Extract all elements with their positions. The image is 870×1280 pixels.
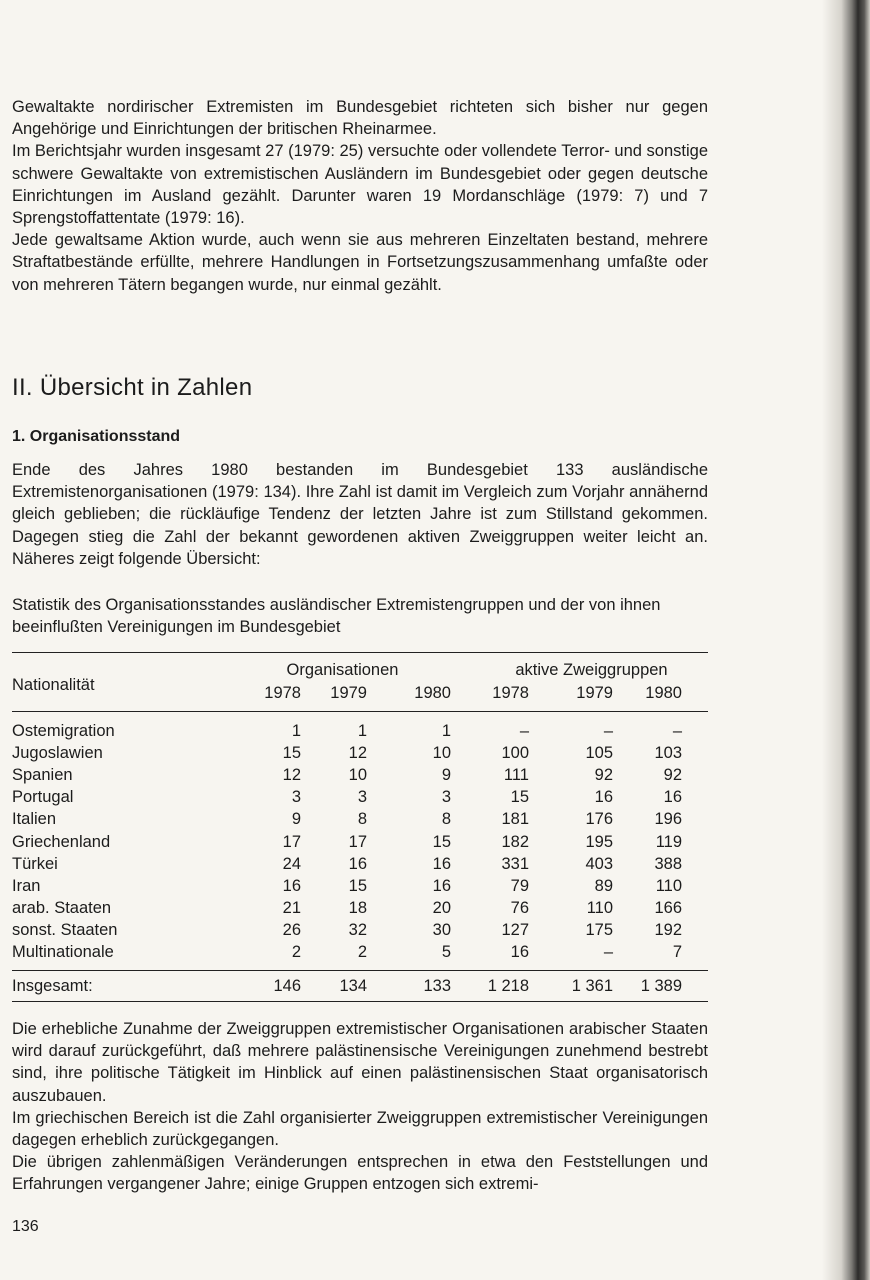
row-value: 181	[501, 810, 529, 829]
row-value: 15	[348, 876, 367, 895]
row-value: 1	[291, 721, 301, 740]
row-value: 182	[501, 832, 529, 851]
row-value: 100	[501, 743, 529, 762]
intro-paragraph-3: Jede gewaltsame Aktion wurde, auch wenn sie aus mehreren Einzeltaten bestand, mehrere Straftatbestände erfüllte, mehrere Handlungen in Fortsetzungszusammenhang umfaßte oder von mehreren Tätern begangen wurde, nur einmal gezählt.	[12, 231, 708, 294]
row-value: 16	[663, 788, 682, 807]
header-year: 1978	[451, 681, 529, 712]
page-number: 136	[12, 1218, 39, 1235]
table-caption-block	[12, 594, 708, 638]
row-nationality: Jugoslawien	[12, 743, 103, 762]
table-row	[12, 787, 708, 809]
total-cell: 1 361	[529, 971, 613, 1002]
table-row	[12, 764, 708, 786]
row-value: 20	[432, 899, 451, 918]
row-value: 15	[510, 788, 529, 807]
table-row	[12, 898, 708, 920]
row-value: 175	[585, 921, 613, 940]
row-value: 15	[282, 743, 301, 762]
row-value: 3	[441, 788, 451, 807]
row-value: 16	[510, 943, 529, 962]
row-value: 1	[441, 721, 451, 740]
row-value: 10	[348, 765, 367, 784]
row-nationality: Griechenland	[12, 832, 111, 851]
post-paragraph-2: Im griechischen Bereich ist die Zahl organisierter Zweiggruppen extremistischer Vereinigungen dagegen erheblich zurückgegangen.	[12, 1108, 708, 1150]
row-value: 388	[654, 854, 682, 873]
row-value: 16	[432, 854, 451, 873]
row-nationality: Ostemigration	[12, 721, 115, 740]
row-value: 103	[654, 743, 682, 762]
row-value: 16	[348, 854, 367, 873]
row-value: 12	[282, 765, 301, 784]
row-value: 89	[594, 876, 613, 895]
header-year: 1978	[234, 681, 301, 712]
row-value: 127	[501, 921, 529, 940]
row-value: 5	[441, 943, 451, 962]
header-branches: aktive Zweiggruppen	[515, 660, 668, 679]
row-nationality: Multinationale	[12, 943, 114, 962]
row-value: 105	[585, 743, 613, 762]
header-nationality: Nationalität	[12, 653, 234, 712]
header-year: 1979	[529, 681, 613, 712]
row-nationality: arab. Staaten	[12, 899, 112, 918]
total-cell: 146	[234, 971, 301, 1002]
row-nationality: Italien	[12, 810, 57, 829]
row-value: 166	[654, 899, 682, 918]
section-title: II. Übersicht in Zahlen	[12, 374, 253, 401]
book-spine-shadow	[822, 0, 870, 1280]
row-value: 8	[357, 810, 367, 829]
row-value: 16	[432, 876, 451, 895]
row-nationality: Iran	[12, 876, 41, 895]
row-value: 403	[585, 854, 613, 873]
total-cell: 134	[301, 971, 367, 1002]
intro-text	[12, 96, 708, 296]
row-value: 8	[441, 810, 451, 829]
row-value: –	[603, 943, 613, 962]
total-cell: 1 389	[613, 971, 708, 1002]
row-value: 17	[348, 832, 367, 851]
table-row	[12, 712, 708, 743]
table-row	[12, 742, 708, 764]
total-label: Insgesamt:	[12, 971, 234, 1002]
row-value: 16	[594, 788, 613, 807]
table-row	[12, 875, 708, 897]
row-value: 1	[357, 721, 367, 740]
row-value: 16	[282, 876, 301, 895]
table-caption: Statistik des Organisationsstandes ausländischer Extremistengruppen und der von ihnen beeinflußten Vereinigungen im Bundesgebiet	[12, 596, 661, 637]
row-value: 17	[282, 832, 301, 851]
table-row	[12, 831, 708, 853]
row-value: 110	[655, 876, 682, 895]
row-value: 9	[441, 765, 451, 784]
row-value: –	[519, 721, 529, 740]
row-nationality: Türkei	[12, 854, 58, 873]
row-value: 18	[348, 899, 367, 918]
row-value: 2	[291, 943, 301, 962]
row-value: 119	[655, 832, 682, 851]
row-nationality: sonst. Staaten	[12, 921, 118, 940]
row-value: 24	[282, 854, 301, 873]
header-year: 1980	[367, 681, 451, 712]
row-value: 10	[432, 743, 451, 762]
table-row	[12, 942, 708, 971]
post-table-text	[12, 1018, 708, 1196]
row-value: 196	[654, 810, 682, 829]
total-cell: 133	[367, 971, 451, 1002]
row-value: 7	[672, 943, 682, 962]
row-value: 110	[586, 899, 613, 918]
row-value: 79	[510, 876, 529, 895]
subsection-title: 1. Organisationsstand	[12, 428, 181, 445]
row-value: 92	[663, 765, 682, 784]
row-value: 76	[510, 899, 529, 918]
row-nationality: Spanien	[12, 765, 73, 784]
header-year: 1980	[613, 681, 708, 712]
row-value: –	[603, 721, 613, 740]
row-value: 9	[291, 810, 301, 829]
row-value: 15	[432, 832, 451, 851]
statistics-table	[12, 652, 708, 1002]
row-value: 2	[357, 943, 367, 962]
table-row	[12, 809, 708, 831]
row-value: 26	[282, 921, 301, 940]
post-paragraph-3: Die übrigen zahlenmäßigen Veränderungen entsprechen in etwa den Feststellungen und Erfahrungen vergangener Jahre; einige Gruppen entzogen sich extremi-	[12, 1153, 708, 1194]
row-nationality: Portugal	[12, 788, 74, 807]
row-value: 192	[654, 921, 682, 940]
row-value: 195	[585, 832, 613, 851]
row-value: 3	[357, 788, 367, 807]
row-value: 21	[282, 899, 301, 918]
row-value: 331	[501, 854, 529, 873]
table-total-row	[12, 971, 708, 1002]
table-row	[12, 920, 708, 942]
post-paragraph-1: Die erhebliche Zunahme der Zweiggruppen extremistischer Organisationen arabischer Staaten wird darauf zurückgeführt, daß mehrere palästinensische Vereinigungen zunehmend bestrebt sind, ihre politische Tätigkeit im Hinblick auf einen palästinensischen Staat organisatorisch auszubauen.	[12, 1020, 708, 1105]
row-value: 30	[432, 921, 451, 940]
total-cell: 1 218	[451, 971, 529, 1002]
row-value: –	[672, 721, 682, 740]
subsection-paragraph: Ende des Jahres 1980 bestanden im Bundesgebiet 133 ausländische Extremistenorganisationen (1979: 134). Ihre Zahl ist damit im Vergleich zum Vorjahr annähernd gleich geblieben; die rückläufige Tendenz der letzten Jahre ist zum Stillstand gekommen. Dagegen stieg die Zahl der bekannt gewordenen aktiven Zweiggruppen weiter leicht an. Näheres zeigt folgende Übersicht:	[12, 461, 708, 568]
table-row	[12, 853, 708, 875]
intro-paragraph-1: Gewaltakte nordirischer Extremisten im Bundesgebiet richteten sich bisher nur gegen Angehörige und Einrichtungen der britischen Rheinarmee.	[12, 98, 708, 139]
row-value: 176	[585, 810, 613, 829]
row-value: 111	[503, 765, 529, 784]
row-value: 3	[291, 788, 301, 807]
header-year: 1979	[301, 681, 367, 712]
subsection-body	[12, 459, 708, 570]
header-organisations: Organisationen	[286, 660, 399, 679]
row-value: 92	[594, 765, 613, 784]
row-value: 32	[348, 921, 367, 940]
row-value: 12	[348, 743, 367, 762]
intro-paragraph-2: Im Berichtsjahr wurden insgesamt 27 (1979: 25) versuchte oder vollendete Terror- und sonstige schwere Gewaltakte von extremistischen Ausländern im Bundesgebiet oder gegen deutsche Einrichtungen im Ausland gezählt. Darunter waren 19 Mordanschläge (1979: 7) und 7 Sprengstoffattentate (1979: 16).	[12, 142, 708, 228]
table-header-groups	[12, 653, 708, 682]
